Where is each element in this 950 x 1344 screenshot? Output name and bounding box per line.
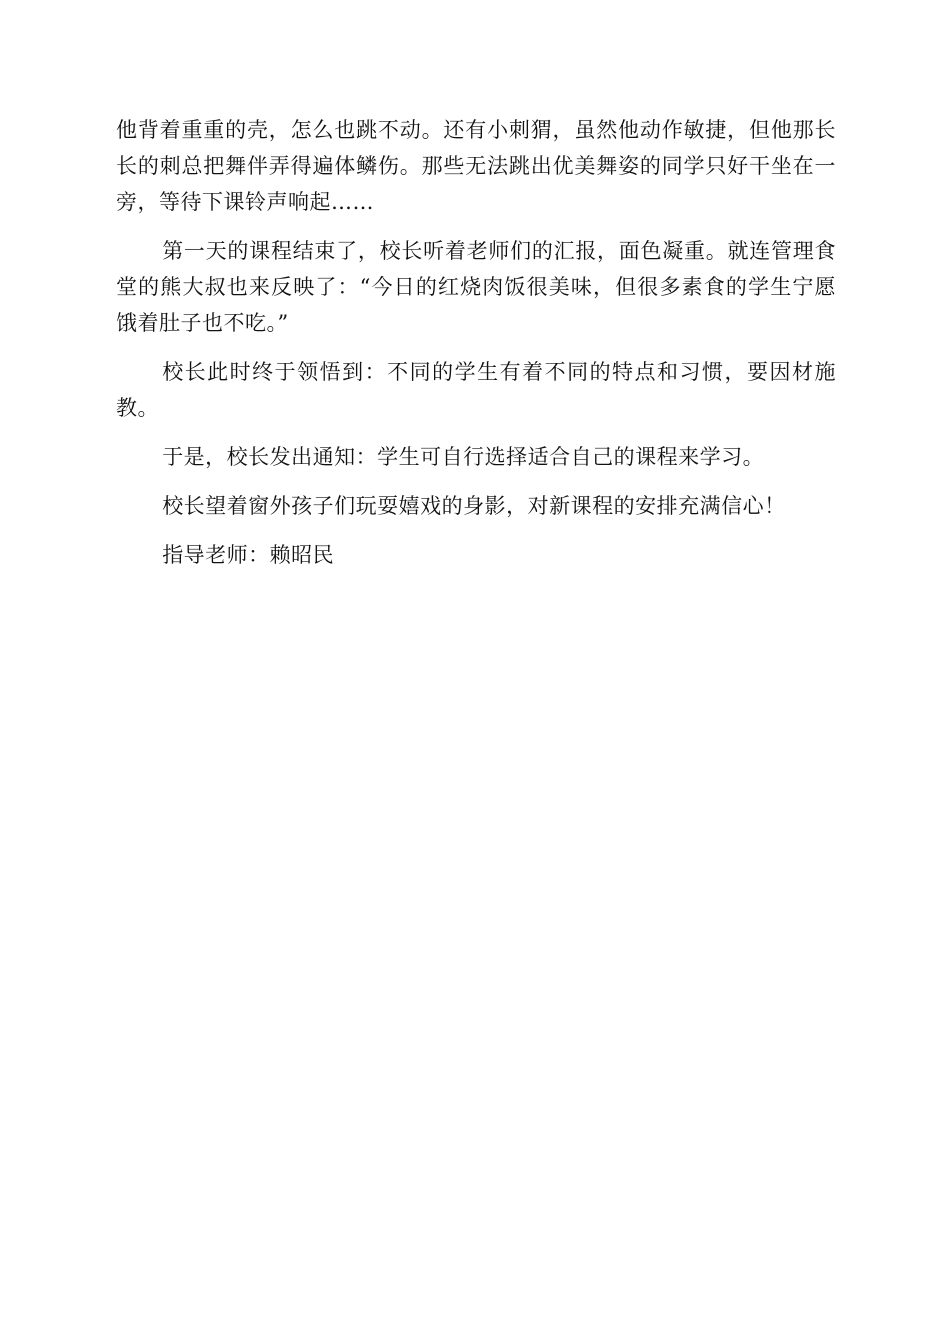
paragraph-confidence: 校长望着窗外孩子们玩耍嬉戏的身影，对新课程的安排充满信心！ xyxy=(162,494,786,518)
advisor-signature: 指导老师：赖昭民 xyxy=(162,543,335,567)
document-body xyxy=(116,112,836,573)
paragraph-first-day-end: 第一天的课程结束了，校长听着老师们的汇报，面色凝重。就连管理食堂的熊大叔也来反映了：“今日的红烧肉饭很美味，但很多素食的学生宁愿饿着肚子也不吃。” xyxy=(116,239,836,335)
paragraph-continuation: 他背着重重的壳，怎么也跳不动。还有小刺猬，虽然他动作敏捷，但他那长长的刺总把舞伴弄得遍体鳞伤。那些无法跳出优美舞姿的同学只好干坐在一旁，等待下课铃声响起…… xyxy=(116,118,836,214)
paragraph-notice: 于是，校长发出通知：学生可自行选择适合自己的课程来学习。 xyxy=(162,445,765,469)
paragraph-principal-realization: 校长此时终于领悟到：不同的学生有着不同的特点和习惯，要因材施教。 xyxy=(116,360,836,420)
